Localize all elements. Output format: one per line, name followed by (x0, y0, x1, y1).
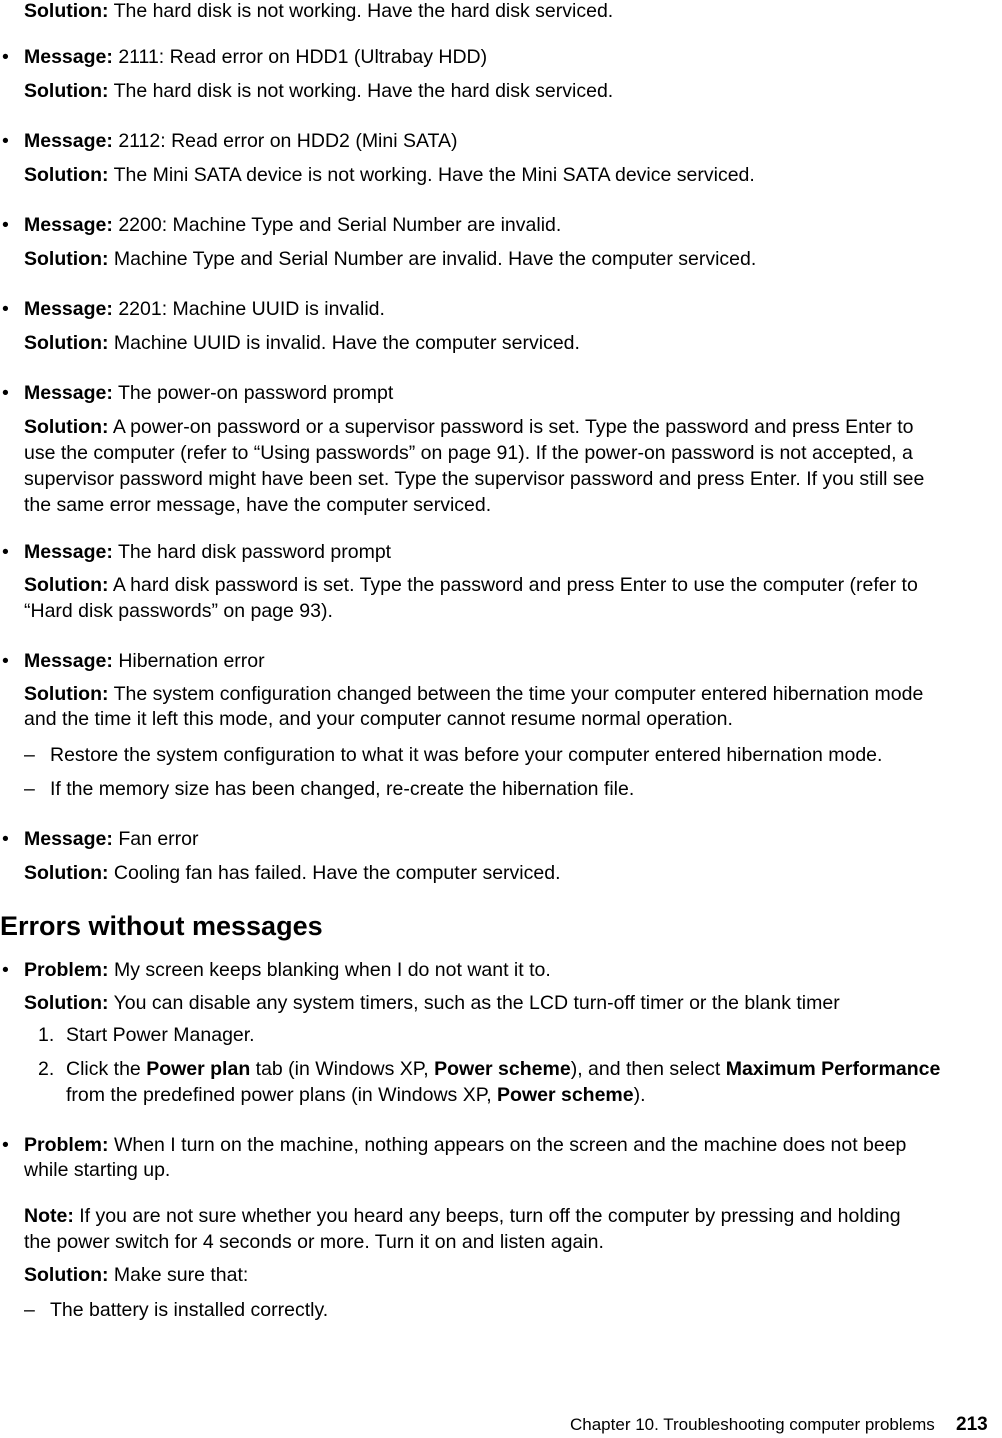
solution-label: Solution (24, 683, 102, 705)
message-item-2112: • Message: 2112: Read error on HDD2 (Mini SATA) (2, 130, 458, 152)
step-text: The battery is installed correctly. (50, 1299, 329, 1321)
problem-text: When I turn on the machine, nothing appears on the screen and the machine does not beep (113, 1134, 907, 1156)
solution-text: A hard disk password is set. Type the password and press Enter to use the computer (refer to (112, 574, 918, 596)
note-line (24, 1203, 901, 1229)
note-label: Note: (24, 1205, 74, 1227)
ui-term: Maximum Performance (725, 1058, 941, 1080)
solution-line: Solution: The Mini SATA device is not working. Have the Mini SATA device serviced. (24, 164, 755, 186)
solution-text: You can disable any system timers, such as the LCD turn-off timer or the blank timer (113, 992, 840, 1014)
bullet: • (2, 541, 9, 563)
message-label: Message (24, 650, 107, 672)
message-label: Message (24, 214, 107, 236)
problem-label: Problem (24, 1134, 103, 1156)
step-number: 2. (38, 1058, 55, 1080)
note-text-line: the power switch for 4 seconds or more. Turn it on and listen again. (24, 1231, 604, 1253)
solution-text: Machine UUID is invalid. Have the computer serviced. (113, 332, 580, 354)
solution-line: Solution: Make sure that: (24, 1264, 249, 1286)
solution-line: Solution: Machine Type and Serial Number are invalid. Have the computer serviced. (24, 248, 757, 270)
numbered-step-2-cont (66, 1082, 646, 1108)
message-item-hdd-password: • Message: The hard disk password prompt (2, 541, 392, 563)
solution-text: Make sure that: (113, 1264, 249, 1286)
problem-label: Problem (24, 959, 103, 981)
message-text: The hard disk password prompt (117, 541, 392, 563)
step-text: Click the (66, 1058, 147, 1080)
solution-line: Solution: Cooling fan has failed. Have the computer serviced. (24, 862, 561, 884)
solution-text: The hard disk is not working. Have the hard disk serviced. (113, 0, 614, 22)
solution-line: Solution: A hard disk password is set. Type the password and press Enter to use the computer (refer to (24, 574, 918, 596)
numbered-step-1 (38, 1022, 255, 1048)
step-text: tab (in Windows XP, (250, 1058, 435, 1080)
message-text: 2112: Read error on HDD2 (Mini SATA) (118, 130, 458, 152)
solution-text: A power-on password or a supervisor password is set. Type the password and press Enter to (112, 416, 914, 438)
problem-item-blanking: • Problem: My screen keeps blanking when I do not want it to. (2, 959, 551, 981)
solution-label: Solution (24, 332, 102, 354)
solution-label: Solution (24, 416, 102, 438)
dash-item (24, 1297, 329, 1323)
solution-text-line: and the time it left this mode, and your computer cannot resume normal operation. (24, 708, 733, 730)
bullet: • (2, 130, 9, 152)
bullet: • (2, 650, 9, 672)
message-text: Fan error (118, 828, 199, 850)
solution-text: Cooling fan has failed. Have the computer serviced. (113, 862, 561, 884)
message-text: Hibernation error (118, 650, 265, 672)
step-text: from the predefined power plans (in Windows XP, (66, 1084, 498, 1106)
bullet: • (2, 214, 9, 236)
solution-text-line: supervisor password might have been set. Type the supervisor password and press Enter. If you still see (24, 468, 925, 490)
bullet: • (2, 1134, 9, 1156)
solution-label: Solution (24, 574, 102, 596)
ui-term: Power scheme (497, 1084, 634, 1106)
dash: – (24, 744, 35, 766)
solution-text-line: the same error message, have the computer serviced. (24, 494, 492, 516)
step-text: ). (633, 1084, 646, 1106)
message-item-hibernation: • Message: Hibernation error (2, 650, 265, 672)
solution-text: The system configuration changed between the time your computer entered hibernation mode (113, 683, 924, 705)
solution-line: Solution: You can disable any system timers, such as the LCD turn-off timer or the blank timer (24, 992, 840, 1014)
solution-line: Solution: A power-on password or a supervisor password is set. Type the password and press Enter to (24, 416, 914, 438)
solution-label: Solution (24, 862, 102, 884)
problem-text-line: while starting up. (24, 1159, 171, 1181)
step-text: Restore the system configuration to what it was before your computer entered hibernation mode. (50, 744, 883, 766)
solution-label: Solution (24, 248, 102, 270)
solution-label: Solution (24, 992, 102, 1014)
bullet: • (2, 959, 9, 981)
problem-item-no-display: • Problem: When I turn on the machine, nothing appears on the screen and the machine does not beep (2, 1134, 907, 1156)
step-text: If the memory size has been changed, re-create the hibernation file. (50, 778, 635, 800)
message-label: Message (24, 298, 107, 320)
bullet: • (2, 46, 9, 68)
numbered-step-2 (38, 1056, 941, 1082)
message-label: Message (24, 46, 107, 68)
message-text: 2200: Machine Type and Serial Number are invalid. (118, 214, 562, 236)
ui-term: Power scheme (434, 1058, 571, 1080)
message-item-2201: • Message: 2201: Machine UUID is invalid. (2, 298, 385, 320)
message-text: The power-on password prompt (117, 382, 394, 404)
solution-label: Solution (24, 164, 102, 186)
message-item-fan: • Message: Fan error (2, 828, 199, 850)
solution-line: Solution: The hard disk is not working. Have the hard disk serviced. (24, 80, 614, 102)
step-text: ), and then select (570, 1058, 726, 1080)
top-solution-line: Solution: The hard disk is not working. Have the hard disk serviced. (24, 0, 614, 22)
message-label: Message (24, 828, 107, 850)
note-text: If you are not sure whether you heard any beeps, turn off the computer by pressing and holding (79, 1205, 901, 1227)
solution-label: Solution (24, 0, 102, 22)
solution-text: The Mini SATA device is not working. Have the Mini SATA device serviced. (113, 164, 755, 186)
bullet: • (2, 382, 9, 404)
message-text: 2111: Read error on HDD1 (Ultrabay HDD) (118, 46, 488, 68)
step-text: Start Power Manager. (66, 1024, 255, 1046)
page-number: 213 (956, 1414, 988, 1435)
message-item-2200: • Message: 2200: Machine Type and Serial Number are invalid. (2, 214, 562, 236)
solution-label: Solution (24, 1264, 102, 1286)
ui-term: Power plan (146, 1058, 251, 1080)
bullet: • (2, 298, 9, 320)
solution-text: Machine Type and Serial Number are invalid. Have the computer serviced. (113, 248, 757, 270)
solution-line: Solution: The system configuration changed between the time your computer entered hibernation mode (24, 683, 924, 705)
solution-label: Solution (24, 80, 102, 102)
dash-item (24, 742, 883, 768)
dash-item (24, 776, 635, 802)
solution-text: The hard disk is not working. Have the hard disk serviced. (113, 80, 614, 102)
solution-line: Solution: Machine UUID is invalid. Have the computer serviced. (24, 332, 580, 354)
dash: – (24, 778, 35, 800)
message-item-power-on-password: • Message: The power-on password prompt (2, 382, 394, 404)
message-item-2111: • Message: 2111: Read error on HDD1 (Ultrabay HDD) (2, 46, 488, 68)
message-label: Message (24, 541, 107, 563)
message-label: Message (24, 130, 107, 152)
dash: – (24, 1299, 35, 1321)
message-label: Message (24, 382, 107, 404)
section-heading: Errors without messages (0, 911, 323, 941)
bullet: • (2, 828, 9, 850)
step-number: 1. (38, 1024, 55, 1046)
message-text: 2201: Machine UUID is invalid. (118, 298, 385, 320)
solution-text-line: use the computer (refer to “Using passwords” on page 91). If the power-on password is not accepted, a (24, 442, 913, 464)
footer-chapter: Chapter 10. Troubleshooting computer problems (570, 1415, 935, 1434)
problem-text: My screen keeps blanking when I do not want it to. (113, 959, 551, 981)
solution-text-line: “Hard disk passwords” on page 93). (24, 600, 333, 622)
